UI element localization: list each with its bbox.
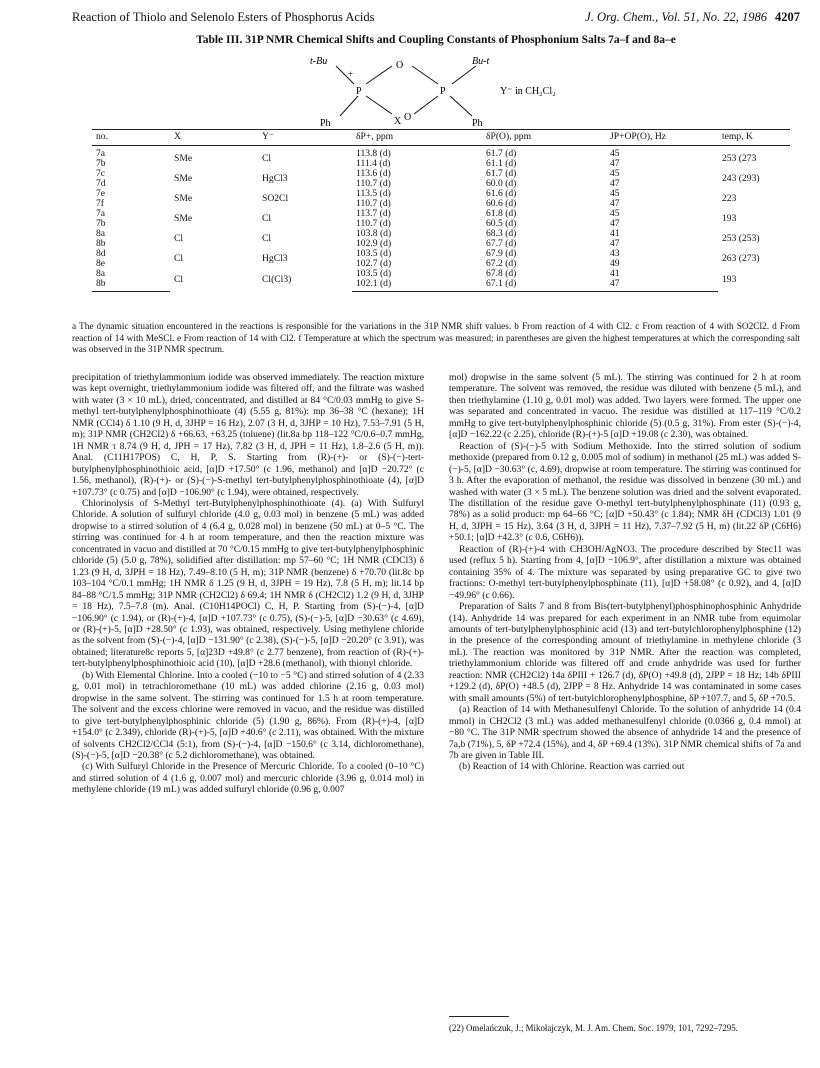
table-row	[92, 229, 790, 239]
table-caption: Table III. 31P NMR Chemical Shifts and Coupling Constants of Phosphonium Salts 7a–f and 8a–e	[196, 34, 676, 46]
cell-y: Cl	[262, 213, 272, 224]
table-footnote: a The dynamic situation encountered in the reactions is responsible for the variations in the 31P NMR shift values. b From reaction of 4 with Cl2. c From reaction of 4 with SO2Cl2. d From reaction of 14 with MeSCl. e From reaction of 14 with Cl2. f Temperature at which the spectrum was measured; in parentheses are given the highest temperatures at which the corresponding salt was observed in the 31P NMR spectrum.	[72, 322, 800, 355]
body-paragraph: (c) With Sulfuryl Chloride in the Presence of Mercuric Chloride. To a cooled (0–10 °C) and stirred solution of 4 (1.6 g, 0.007 mol) and mercuric chloride (3.96 g, 0.014 mol) in methylene chloride (19 mL) was added sulfuryl chloride (0.96 g, 0.007	[72, 761, 424, 796]
cell-x: Cl	[174, 253, 184, 264]
cell-delta-p-o: 60.0 (d)	[486, 178, 517, 189]
table-row	[92, 169, 790, 179]
cell-coupling: 43	[610, 248, 620, 259]
running-title: Reaction of Thiolo and Selenolo Esters of Phosphorus Acids	[72, 10, 375, 24]
cell-no: 8b	[92, 279, 170, 292]
table-header-row	[92, 130, 790, 146]
cell-x: SMe	[174, 173, 193, 184]
cell-delta-p-o: 60.5 (d)	[486, 218, 517, 229]
column-header-no: no.	[92, 130, 170, 146]
cell-x: SMe	[174, 213, 193, 224]
cell-delta-p-plus: 103.8 (d)	[356, 228, 392, 239]
tbu-left: t-Bu	[310, 56, 328, 67]
p-right: P	[440, 86, 446, 97]
body-paragraph: precipitation of triethylammonium iodide was observed immediately. The reaction mixture was kept overnight, triethylammonium iodide was filtered off, and the filtrate was washed with water (3 × 10 mL), dried, concentrated, and distilled at 84 °C/0.03 mmHg to give S-methyl tert-butylphenylphosphinothioate (4) (5.55 g, 81%): mp 36–38 °C (hexane); 1H NMR (CCl4) δ 1.10 (9 H, d, 3JHP = 16 Hz), 2.07 (3 H, d, 3JHP = 10 Hz), 7.53–7.91 (5 H, m); 31P NMR (CH2Cl2) δ +66.63, +63.25 (toluene) (lit.8a bp 118–122 °C/0.6–0.7 mmHg, 1H NMR τ 8.74 (9 H, d, JPH = 17 Hz), 7.82 (3 H, d, JPH = 11 Hz), 1.8–2.6 (5 H, m)). Anal. (C11H17POS) C, H, P, S. Starting from (R)-(+)- or (S)-(−)-tert-butylphenylphosphinothioic acid, [α]D +17.50° (c 1.96, methanol) and [α]D −20.72° (c 1.56, methanol), (R)-(+)- or (S)-(−)-S-methyl tert-butylphenylphosphinothioate (4), [α]D +107.73° (c 0.75) and [α]D −106.90° (c 1.94), were obtained, respectively.	[72, 372, 424, 498]
cell-delta-p-o: 67.2 (d)	[486, 258, 517, 269]
journal-citation: J. Org. Chem., Vol. 51, No. 22, 1986	[585, 10, 767, 24]
cell-no: 7d	[96, 178, 106, 189]
cell-coupling: 45	[610, 188, 620, 199]
cell-delta-p-plus: 113.7 (d)	[356, 208, 391, 219]
cell-y: HgCl3	[262, 253, 288, 264]
cell-delta-p-plus: 110.7 (d)	[356, 218, 391, 229]
cell-temp: 253 (253)	[722, 233, 760, 244]
column-header-delta-p-o: δP(O), ppm	[482, 130, 606, 146]
cell-delta-p-plus: 103.5 (d)	[356, 248, 392, 259]
cell-temp: 253 (273	[722, 153, 757, 164]
cell-y: SO2Cl	[262, 193, 289, 204]
journal-info	[585, 10, 800, 25]
cell-temp: 243 (293)	[722, 173, 760, 184]
cell-x: Cl	[174, 274, 184, 286]
cell-temp: 193	[722, 274, 737, 286]
column-header-delta-p-plus: δP+, ppm	[352, 130, 482, 146]
cell-no: 7c	[96, 168, 106, 179]
ph-right: Ph	[472, 118, 483, 129]
ph-left: Ph	[320, 118, 331, 129]
cell-coupling: 45	[610, 148, 620, 159]
table-row	[92, 269, 790, 279]
cell-no: 8a	[96, 228, 106, 239]
cell-delta-p-o: 67.7 (d)	[486, 238, 517, 249]
body-paragraph: mol) dropwise in the same solvent (5 mL). The stirring was continued for 2 h at room temperature. The solvent was removed, the residue was diluted with benzene (5 mL), and then triethylamine (1.10 g, 0.01 mol) was added. Two layers were formed. The upper one was separated and concentrated in vacuo. The residue was distilled at 117–119 °C/0.2 mmHg to give tert-butylphenylphosphinic chloride (5) (0.5 g, 31%). From ester (S)-(−)-4, [α]D −162.22 (c 2.25), chloride (R)-(+)-5 [α]D +19.08 (c 2.30), was obtained.	[449, 372, 801, 441]
cell-delta-p-plus: 102.1 (d)	[352, 279, 482, 292]
cell-delta-p-plus: 110.7 (d)	[356, 198, 391, 209]
cell-y: Cl	[262, 233, 272, 244]
cell-x: Cl	[174, 233, 184, 244]
cell-delta-p-o: 61.1 (d)	[486, 158, 517, 169]
body-paragraph: Preparation of Salts 7 and 8 from Bis(tert-butylphenyl)phosphinophosphinic Anhydride (14). Anhydride 14 was prepared for each experiment in an NMR tube from equimolar amounts of tert-butylphenylphosphinic acid (13) and tert-butylchlorophenylphosphine (12) in the presence of the corresponding amount of triethylamine in methylene chloride (3 mL). The reaction was monitored by 31P NMR. After the reaction was completed, triethylammonium chloride was filtered off and crude anhydride was used for further reaction: NMR (CH2Cl2) 14a δPIII + 126.7 (d), δP(O) +49.8 (d), 2JPP = 18 Hz; 14b δPIII +129.2 (d), δP(O) +48.5 (d), 2JPP = 8 Hz. Anhydride 14 was contaminated in some cases with small amounts (5%) of tert-butylchlorophenylphosphine, δP +107.7, and 5, δP +70.5.	[449, 601, 801, 704]
cell-coupling: 47	[610, 198, 620, 209]
body-paragraph: Chlorinolysis of S-Methyl tert-Butylphenylphosphinothioate (4). (a) With Sulfuryl Chloride. A solution of sulfuryl chloride (4.0 g, 0.03 mol) in benzene (5 mL) was added dropwise to a stirred solution of 4 (6.4 g, 0.028 mol) in benzene (50 mL) at 0–5 °C. The stirring was continued for 4 h at room temperature, and then the reaction mixture was concentrated in vacuo and distilled at 70 °C/0.15 mmHg to give tert-butylphenylphosphinic chloride (5) (5.0 g, 78%), solidified after distillation: mp 57–60 °C; 1H NMR (CDCl3) δ 1.23 (9 H, d, 3JPH = 18 Hz), 7.49–8.10 (5 H, m); 31P NMR (benzene) δ +70.70 (lit.8c bp 103–104 °C/0.1 mmHg; 1H NMR δ 1.25 (9 H, d, 3JPH = 19 Hz), 7.8 (5 H, m); lit.14 bp 84–88 °C/1.5 mmHg; 31P NMR (CH2Cl2) δ 69.4; 1H NMR δ (CH2Cl2) 1.2 (9 H, d, 3JHP = 18 Hz), 7.5–7.8 (m). Anal. (C10H14POCl) C, H, P. Starting from (S)-(−)-4, [α]D −106.90° (c 1.94), or (R)-(+)-4, [α]D +107.73° (c 0.75), (S)-(−)-5, [α]D −30.63° (c 4.69), or (R)-(+)-5, [α]D +28.50° (c 1.93), was obtained, respectively. Using methylene chloride as the solvent from (S)-(−)-4, [α]D −131.90° (c 2.38), (S)-(−)-5, [α]D −20.20° (c 3.91), was obtained; literature8c reports 5, [α]23D +49.8° (c 2.77 benzene), from reaction of (R)-(+)-tert-butylphenylphosphinothioic acid (10), [α]D +28.6 (methanol), with thionyl chloride.	[72, 497, 424, 670]
column-header-temp: temp, K	[718, 130, 790, 146]
table-row	[92, 189, 790, 199]
reference-22: (22) Omelańczuk, J.; Mikołajczyk, M. J. Am. Chem. Soc. 1979, 101, 7292–7295.	[449, 1023, 738, 1033]
cell-delta-p-o: 67.1 (d)	[482, 279, 606, 292]
cell-y: Cl	[262, 153, 272, 164]
table-row	[92, 146, 790, 160]
cell-delta-p-plus: 113.5 (d)	[356, 188, 391, 199]
phosphonium-structure	[296, 52, 576, 130]
body-paragraph: (a) Reaction of 14 with Methanesulfenyl Chloride. To the solution of anhydride 14 (0.4 mmol) in CH2Cl2 (3 mL) was added methanesulfenyl chloride (0.0366 g, 0.4 mmol) at −80 °C. The 31P NMR spectrum showed the absence of anhydride 14 and the presence of 7a,b (71%), 5, δP +72.4 (15%), and 4, δP +69.4 (13%). 31P NMR chemical shifts of 7a and 7b are given in Table III.	[449, 704, 801, 761]
cell-delta-p-plus: 102.7 (d)	[356, 258, 392, 269]
column-header-y: Y⁻	[258, 130, 352, 146]
cell-x: SMe	[174, 193, 193, 204]
cell-no: 8b	[96, 238, 106, 249]
cell-no: 7b	[96, 158, 106, 169]
cell-coupling: 41	[610, 228, 620, 239]
x-substituent: X	[394, 116, 402, 127]
cell-y: HgCl3	[262, 173, 288, 184]
cell-temp: 263 (273)	[722, 253, 760, 264]
cell-coupling: 47	[610, 178, 620, 189]
cell-delta-p-o: 61.8 (d)	[486, 208, 517, 219]
cell-delta-p-plus: 110.7 (d)	[356, 178, 391, 189]
cell-coupling: 45	[610, 168, 620, 179]
nmr-data-table	[92, 129, 790, 292]
cell-coupling: 47	[610, 218, 620, 229]
cell-no: 8e	[96, 258, 106, 269]
cell-delta-p-o: 68.3 (d)	[486, 228, 517, 239]
cell-delta-p-plus: 113.8 (d)	[356, 148, 391, 159]
cell-coupling: 47	[606, 279, 718, 292]
cell-no: 8a	[96, 268, 106, 279]
cell-delta-p-o: 61.6 (d)	[486, 188, 517, 199]
cell-delta-p-plus: 113.6 (d)	[356, 168, 391, 179]
left-column	[72, 372, 424, 796]
cell-delta-p-o: 60.6 (d)	[486, 198, 517, 209]
cell-no: 8d	[96, 248, 106, 259]
cell-delta-p-o: 67.8 (d)	[486, 268, 517, 279]
page-number: 4207	[775, 10, 800, 24]
column-header-x: X	[170, 130, 258, 146]
cell-delta-p-o: 61.7 (d)	[486, 148, 517, 159]
cell-no: 7f	[96, 198, 104, 209]
body-paragraph: Reaction of (S)-(−)-5 with Sodium Methoxide. Into the stirred solution of sodium methoxide (prepared from 0.12 g, 0.005 mol of sodium) in methanol (25 mL) was added S-(−)-5, [α]D −30.63° (c, 4.69), dropwise at room temperature. The stirring was continued for 3 h. After the evaporation of methanol, the residue was dissolved in benzene (30 mL) and washed with water (3 × 5 mL). The benzene solution was dried and the solvent evaporated. The distillation of the residue gave O-methyl tert-butylphenylphosphinate (11) (0.93 g, 78%) as a solid product: mp 64–66 °C; [α]D +50.43° (c 1.84); NMR δH (CDCl3) 1.01 (9 H, d, 3JPH = 15 Hz), 3.64 (3 H, d, 3JPH = 11 Hz), 7.37–7.92 (5 H, m) (lit.22 δP (C6H6) +50.1; [α]D +42.3° (c 0.6, C6H6)).	[449, 440, 801, 544]
cell-temp: 223	[722, 193, 737, 204]
cell-delta-p-plus: 102.9 (d)	[356, 238, 392, 249]
cell-coupling: 45	[610, 208, 620, 219]
tbu-right: Bu-t	[472, 56, 490, 67]
cell-delta-p-o: 61.7 (d)	[486, 168, 517, 179]
body-paragraph: (b) Reaction of 14 with Chlorine. Reaction was carried out	[459, 761, 685, 773]
o-top: O	[396, 60, 404, 71]
right-column	[449, 372, 801, 773]
cell-no: 7a	[96, 148, 106, 159]
table-row	[92, 249, 790, 259]
cell-x: SMe	[174, 153, 193, 164]
reference-divider	[449, 1016, 509, 1017]
cell-delta-p-plus: 111.4 (d)	[356, 158, 391, 169]
cell-delta-p-o: 67.9 (d)	[486, 248, 517, 259]
cell-no: 7b	[96, 218, 106, 229]
table-row	[92, 209, 790, 219]
cell-no: 7e	[96, 188, 106, 199]
cell-y: Cl(Cl3)	[262, 274, 292, 286]
o-bottom: O	[404, 112, 412, 123]
body-paragraph: (b) With Elemental Chlorine. Into a cooled (−10 to −5 °C) and stirred solution of 4 (2.33 g, 0.01 mol) in tetrachloromethane (10 mL) was added chlorine (2.16 g, 0.03 mol) dropwise in the same solvent. The stirring was continued for 1.5 h at room temperature. The solvent and the excess chlorine were removed in vacuo, and the residue was distilled to give tert-butylphenylphosphinic chloride (5) (1.90 g, 86%). From (R)-(+)-4, [α]D +154.0° (c 2.349), chloride (R)-(+)-5, [α]D +40.6° (c 2.11), was obtained. With the mixture of solvents CH2Cl2/CCl4 (5:1), from (S)-(−)-4, [α]D −150.6° (c 3.14, dichloromethane), (S)-(−)-5, [α]D −20.38° (c 5.2 dichloromethane), was obtained.	[72, 669, 424, 761]
cell-no: 7a	[96, 208, 106, 219]
anion-label: Y⁻ in CH₂Cl₂	[500, 86, 556, 97]
cell-temp: 193	[722, 213, 737, 224]
cell-coupling: 49	[610, 258, 620, 269]
plus-sign: +	[348, 69, 354, 79]
column-header-coupling: JP+OP(O), Hz	[606, 130, 718, 146]
cell-coupling: 41	[610, 268, 620, 279]
body-paragraph: Reaction of (R)-(+)-4 with CH3OH/AgNO3. The procedure described by Stec11 was used (reflux 5 h). Starting from 4, [α]D −106.9°, after distillation a mixture was obtained containing 35% of 4. The mixture was separated by using preparative GC to give two fractions: O-methyl tert-butylphenylphosphinate (11), [α]D +58.08° (c 0.92), and 4, [α]D −49.96° (c 0.66).	[449, 543, 801, 601]
cell-delta-p-plus: 103.5 (d)	[356, 268, 392, 279]
p-left: P	[356, 86, 362, 97]
cell-coupling: 47	[610, 238, 620, 249]
cell-coupling: 47	[610, 158, 620, 169]
running-header	[72, 10, 800, 28]
